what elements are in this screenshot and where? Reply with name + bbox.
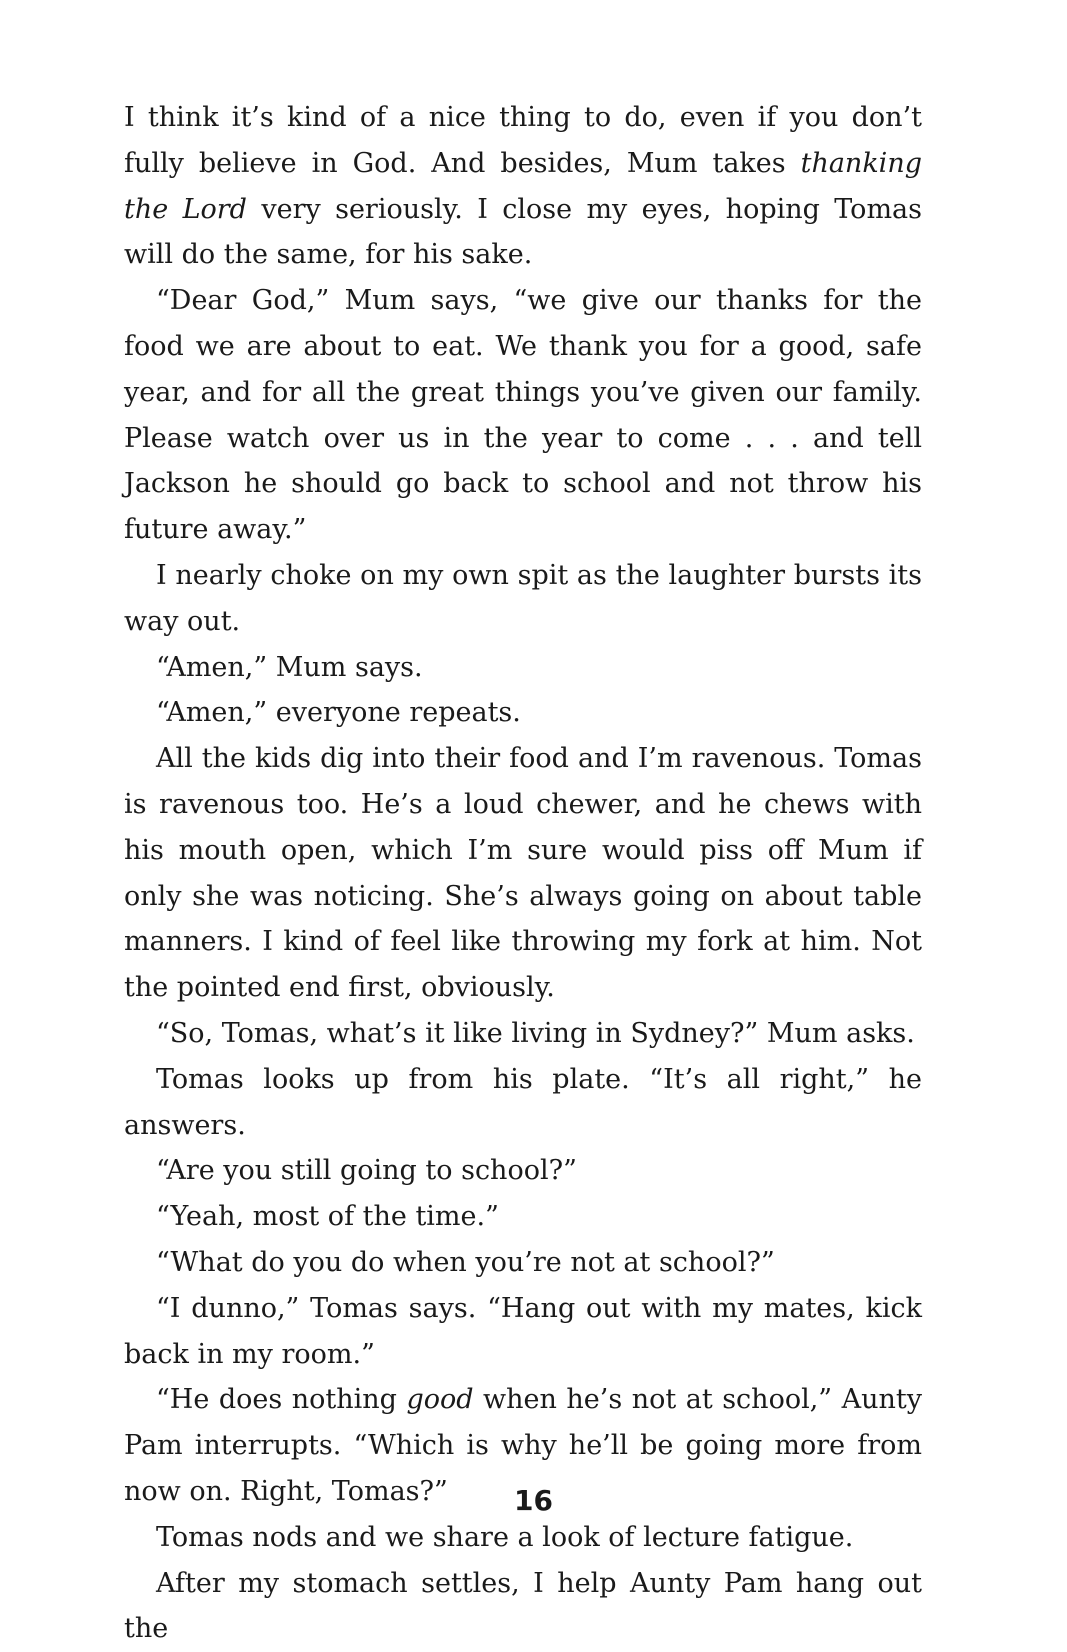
- paragraph-text: “Dear God,” Mum says, “we give our thanks for the food we are about to eat. We thank you for a good, safe year, and for all the great things you’ve given our family. Please watch over us in the year to come . . . and tell Jackson he should go back to school and not throw his future away.”: [124, 285, 922, 545]
- paragraph: [124, 1194, 922, 1240]
- paragraph: [124, 553, 922, 645]
- paragraph-text: I nearly choke on my own spit as the laughter bursts its way out.: [124, 560, 922, 637]
- paragraph-text: “He does nothing: [156, 1384, 406, 1415]
- paragraph: [124, 690, 922, 736]
- paragraph-text: I think it’s kind of a nice thing to do, even if you don’t fully believe in God. And besides, Mum takes: [124, 102, 922, 179]
- paragraph: [124, 1515, 922, 1561]
- paragraph-text: “So, Tomas, what’s it like living in Sydney?” Mum asks.: [156, 1018, 915, 1049]
- paragraph: [124, 1148, 922, 1194]
- paragraph-text: “What do you do when you’re not at school?”: [156, 1247, 775, 1278]
- paragraph-text: very seriously. I close my eyes, hoping Tomas will do the same, for his sake.: [124, 194, 922, 271]
- paragraph-text: “Are you still going to school?”: [156, 1155, 577, 1186]
- emphasis-text: thanking the Lord: [124, 148, 922, 225]
- paragraph: [124, 1011, 922, 1057]
- paragraph-text: All the kids dig into their food and I’m ravenous. Tomas is ravenous too. He’s a loud chewer, and he chews with his mouth open, which I’m sure would piss off Mum if only she was noticing. She’s always going on about table manners. I kind of feel like throwing my fork at him. Not the pointed end first, obviously.: [124, 743, 922, 1003]
- paragraph-text: “Yeah, most of the time.”: [156, 1201, 499, 1232]
- paragraph: [124, 1286, 922, 1378]
- paragraph: [124, 1561, 922, 1652]
- emphasis-text: good: [406, 1384, 473, 1415]
- paragraph: [124, 95, 922, 278]
- paragraph-text: “Amen,” Mum says.: [156, 652, 423, 683]
- paragraph-text: Tomas nods and we share a look of lecture fatigue.: [156, 1522, 853, 1553]
- page-body: [124, 95, 922, 1652]
- paragraph-text: Tomas looks up from his plate. “It’s all right,” he answers.: [124, 1064, 922, 1141]
- paragraph-text: “I dunno,” Tomas says. “Hang out with my mates, kick back in my room.”: [124, 1293, 922, 1370]
- paragraph: [124, 278, 922, 553]
- paragraph: [124, 1240, 922, 1286]
- paragraph: [124, 1057, 922, 1149]
- paragraph: [124, 645, 922, 691]
- paragraph-text: “Amen,” everyone repeats.: [156, 697, 521, 728]
- paragraph-text: when he’s not at school,” Aunty Pam interrupts. “Which is why he’ll be going more from now on. Right, Tomas?”: [124, 1384, 922, 1507]
- paragraph-text: After my stomach settles, I help Aunty Pam hang out the: [124, 1568, 922, 1645]
- page-number: 16: [0, 1484, 1067, 1517]
- paragraph: [124, 736, 922, 1011]
